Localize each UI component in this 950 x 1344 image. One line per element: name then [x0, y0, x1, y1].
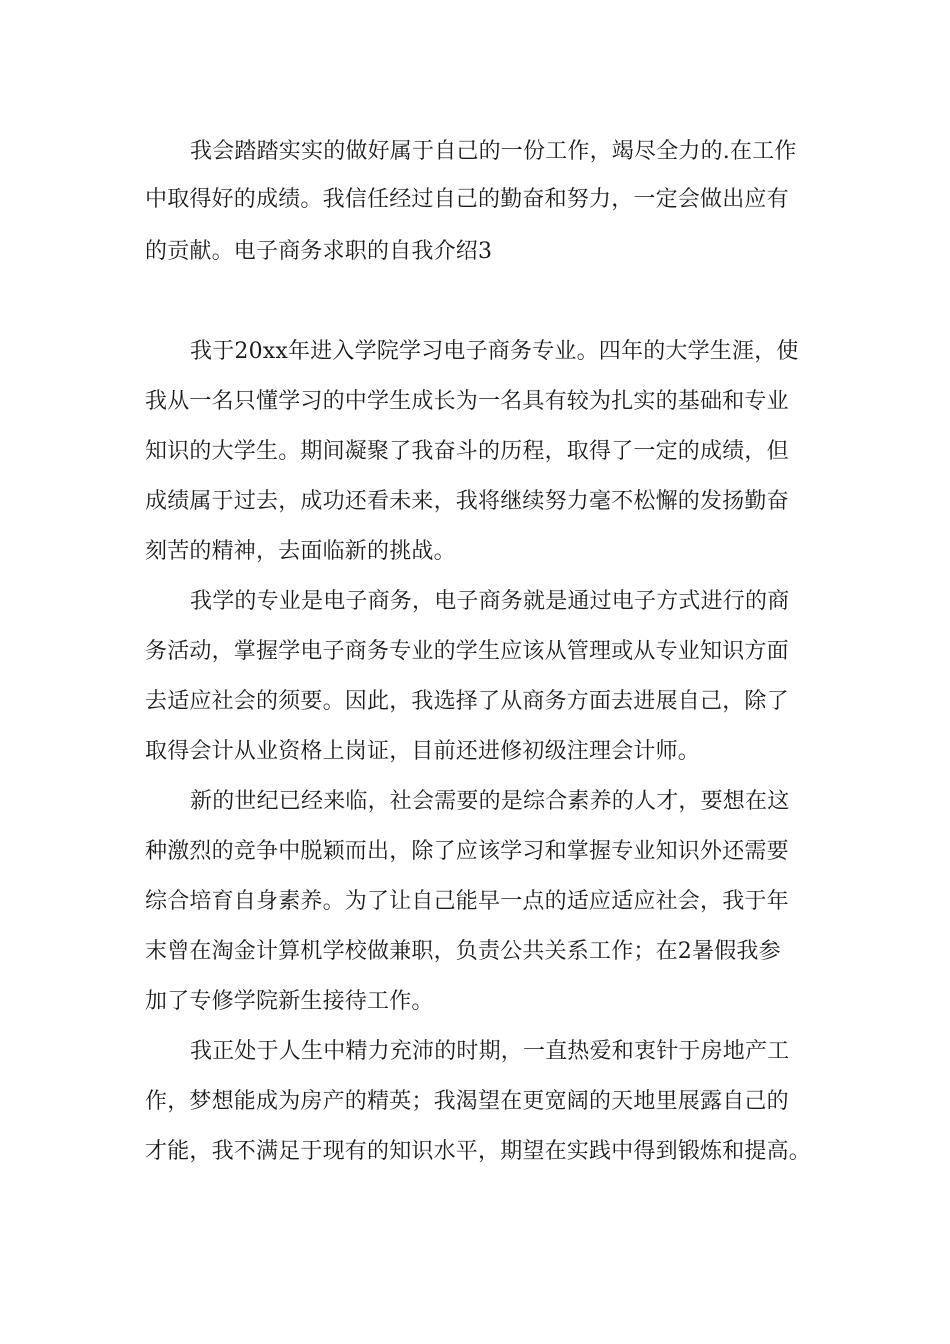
- text-line: 我从一名只懂学习的中学生成长为一名具有较为扎实的基础和专业: [145, 389, 789, 414]
- text-line: 加了专修学院新生接待工作。: [145, 989, 434, 1014]
- text-line: 才能，我不满足于现有的知识水平，期望在实践中得到锻炼和提高。: [145, 1139, 812, 1164]
- text-line: 刻苦的精神，去面临新的挑战。: [145, 539, 456, 564]
- text-line: 作，梦想能成为房产的精英；我渴望在更宽阔的天地里展露自己的: [145, 1089, 789, 1114]
- text-line: 我会踏踏实实的做好属于自己的一份工作，竭尽全力的.在工作: [190, 139, 797, 164]
- text-line: 综合培育自身素养。为了让自己能早一点的适应适应社会，我于年: [145, 889, 789, 914]
- text-line: 我正处于人生中精力充沛的时期，一直热爱和衷针于房地产工: [190, 1039, 790, 1064]
- text-line: 中取得好的成绩。我信任经过自己的勤奋和努力，一定会做出应有: [145, 187, 789, 212]
- text-line: 新的世纪已经来临，社会需要的是综合素养的人才，要想在这: [190, 789, 790, 814]
- text-line: 知识的大学生。期间凝聚了我奋斗的历程，取得了一定的成绩，但: [145, 439, 789, 464]
- text-line: 去适应社会的须要。因此，我选择了从商务方面去进展自己，除了: [145, 689, 789, 714]
- text-line: 的贡献。电子商务求职的自我介绍3: [145, 239, 493, 264]
- text-line: 种激烈的竞争中脱颖而出，除了应该学习和掌握专业知识外还需要: [145, 839, 789, 864]
- text-line: 务活动，掌握学电子商务专业的学生应该从管理或从专业知识方面: [145, 639, 789, 664]
- text-line: 成绩属于过去，成功还看未来，我将继续努力毫不松懈的发扬勤奋: [145, 489, 789, 514]
- text-line: 我学的专业是电子商务，电子商务就是通过电子方式进行的商: [190, 589, 790, 614]
- text-line: 末曾在淘金计算机学校做兼职，负责公共关系工作；在2暑假我参: [145, 939, 781, 964]
- text-line: 我于20xx年进入学院学习电子商务专业。四年的大学生涯，使: [190, 339, 799, 364]
- text-line: 取得会计从业资格上岗证，目前还进修初级注理会计师。: [145, 739, 701, 764]
